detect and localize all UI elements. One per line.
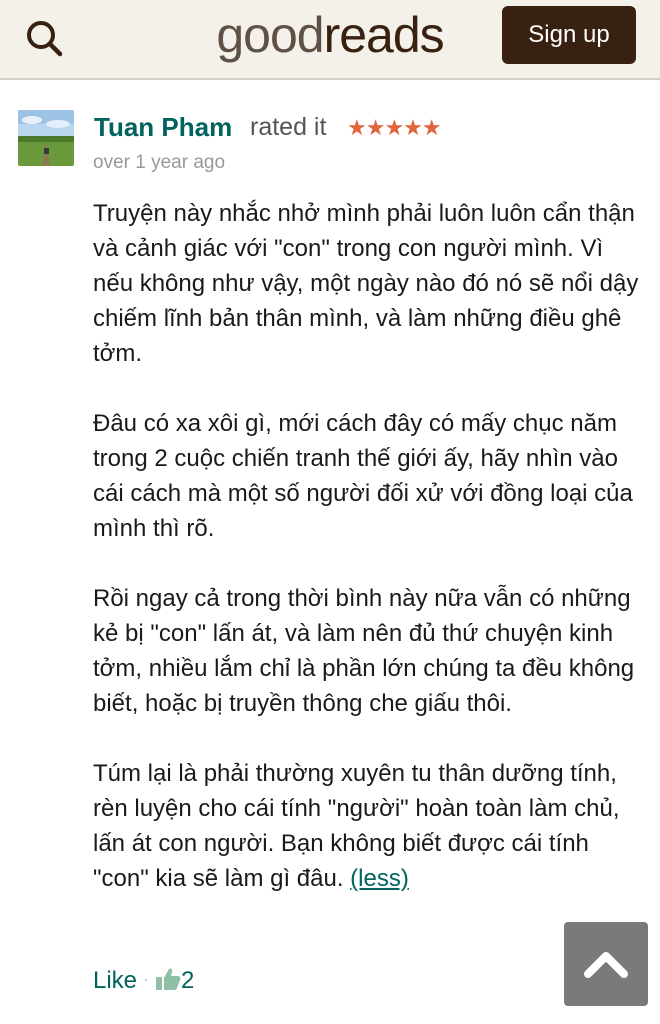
sign-up-button[interactable]: Sign up (502, 6, 636, 64)
site-header (0, 0, 660, 80)
review-paragraph-1: Truyện này nhắc nhở mình phải luôn luôn cẩn thận và cảnh giác với "con" trong con người mình. Vì nếu không như vậy, một ngày nào đó nó sẽ nổi dậy chiếm lĩnh bản thân mình, và làm những điều ghê tởm. (93, 200, 639, 367)
review-paragraph-4-text: Túm lại là phải thường xuyên tu thân dưỡng tính, rèn luyện cho cái tính "người" hoàn toàn làm chủ, lấn át con người. Bạn không biết được cái tính "con" kia sẽ làm gì đâu. (93, 760, 620, 892)
logo-good: good (216, 7, 324, 63)
footer-separator: · (143, 969, 150, 989)
like-count: 2 (181, 967, 195, 994)
reviewer-name-link[interactable]: Tuan Pham (94, 112, 233, 142)
user-avatar[interactable] (18, 110, 74, 166)
review-footer (93, 967, 194, 995)
review-time-link[interactable]: over 1 year ago (93, 152, 226, 173)
review-text (93, 196, 641, 931)
rated-it-text: rated it (250, 113, 327, 141)
star-rating: ★★★★★ (347, 115, 441, 140)
review-paragraph-3: Rồi ngay cả trong thời bình này nữa vẫn có những kẻ bị "con" lấn át, và làm nên đủ thứ chuyện kinh tởm, nhiều lắm chỉ là phần lớn chúng ta đều không biết, hoặc bị truyền thông che giấu thôi. (93, 585, 635, 717)
scroll-to-top-button[interactable] (564, 922, 648, 1006)
review-paragraph-2: Đâu có xa xôi gì, mới cách đây có mấy chục năm trong 2 cuộc chiến tranh thế giới ấy, hãy nhìn vào cái cách mà một số người đối xử với đồng loại của mình thì rõ. (93, 410, 633, 542)
thumbs-up-icon (155, 967, 181, 991)
review-paragraph-4 (93, 756, 641, 896)
avatar-landscape-image (18, 110, 74, 166)
less-link[interactable]: (less) (350, 865, 409, 892)
chevron-up-icon (564, 922, 648, 1006)
logo-reads: reads (323, 7, 444, 63)
like-button[interactable]: Like (93, 967, 138, 994)
